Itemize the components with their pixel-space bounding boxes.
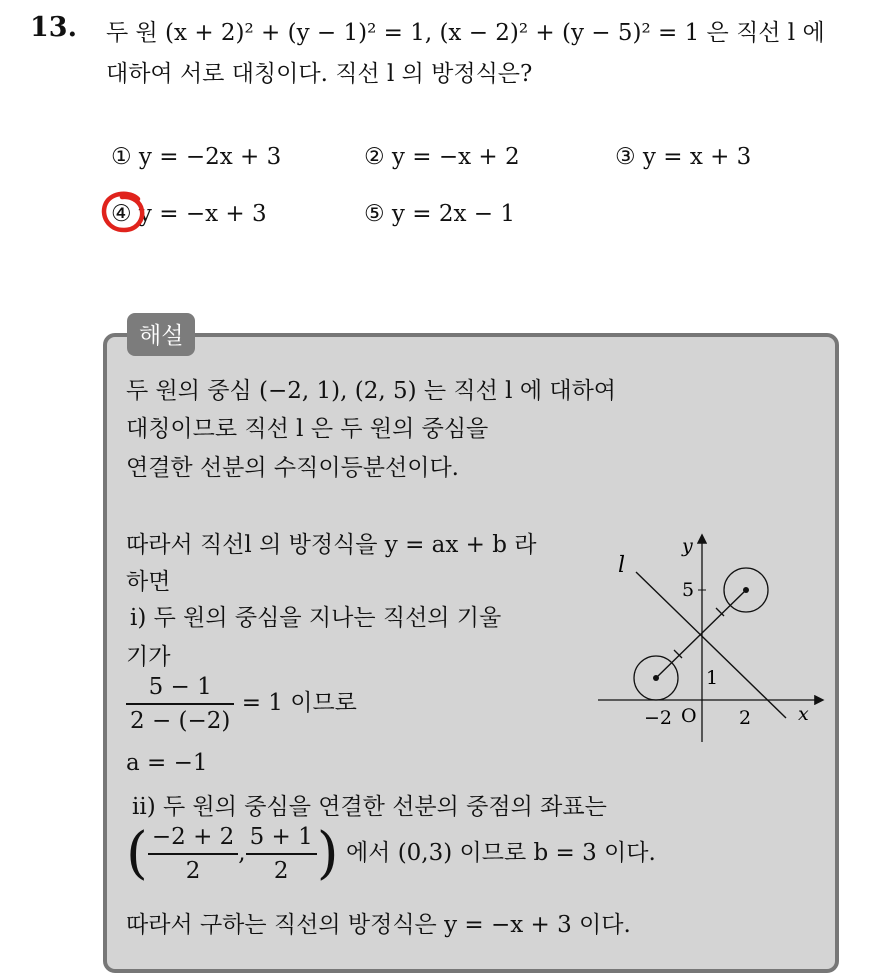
line-l-label: l <box>618 553 626 578</box>
question-line-2: 대하여 서로 대칭이다. 직선 l 의 방정식은? <box>106 61 533 87</box>
line-l <box>636 572 786 718</box>
midpoint-y-numerator: 5 + 1 <box>246 824 317 855</box>
midpoint-y-denominator: 2 <box>273 858 289 884</box>
midpoint-fraction-y <box>246 824 317 884</box>
midpoint-equation: ( $\frac{-2 + 2}{2}$ , $\frac{5 + 1}{2}$ ) 에서 (0,3) 이므로 b = 3 이다. <box>126 821 656 886</box>
midpoint-x-denominator: 2 <box>185 858 201 884</box>
right-paren: ) <box>316 821 339 886</box>
choice-4[interactable]: ④ y = −x + 3 <box>111 201 267 227</box>
slope-numerator: 5 − 1 <box>126 674 234 705</box>
solution-line-5: 하면 <box>126 569 171 595</box>
answer-circle-mark <box>100 190 150 236</box>
slope-conclusion: 이므로 <box>290 690 357 716</box>
solution-line-6: ⅰ) 두 원의 중심을 지나는 직선의 기울 <box>130 605 502 631</box>
slope-rhs: = 1 <box>241 690 283 716</box>
solution-tag: 해설 <box>127 313 195 356</box>
center-segment <box>656 590 746 678</box>
slope-denominator: 2 − (−2) <box>130 708 231 734</box>
slope-equation <box>126 674 357 734</box>
x-tick-2-label: 2 <box>739 707 752 729</box>
coordinate-graph <box>596 526 832 746</box>
solution-line-midpoint: ⅱ) 두 원의 중심을 연결한 선분의 중점의 좌표는 <box>132 794 607 820</box>
solution-line-3: 연결한 선분의 수직이등분선이다. <box>126 455 459 481</box>
choice-3[interactable]: ③ y = x + 3 <box>615 144 752 170</box>
left-paren: ( <box>126 821 148 886</box>
x-tick-neg2-label: −2 <box>644 707 673 729</box>
question-line-1: 두 원 (x + 2)² + (y − 1)² = 1, (x − 2)² + (y − 5)² = 1 은 직선 l 에 <box>106 20 825 46</box>
solution-line-2: 대칭이므로 직선 l 은 두 원의 중심을 <box>126 416 489 442</box>
center-2 <box>743 587 749 593</box>
question-number: 13. <box>30 12 77 43</box>
choice-2[interactable]: ② y = −x + 2 <box>364 144 520 170</box>
midpoint-fraction-x <box>148 824 238 884</box>
origin-label: O <box>681 705 697 727</box>
solution-final-line: 따라서 구하는 직선의 방정식은 y = −x + 3 이다. <box>126 912 631 938</box>
solution-line-1: 두 원의 중심 (−2, 1), (2, 5) 는 직선 l 에 대하여 <box>126 378 617 404</box>
y-tick-1-label: 1 <box>706 667 719 689</box>
slope-fraction <box>126 674 234 734</box>
solution-line-7: 기가 <box>126 644 171 670</box>
solution-line-4: 따라서 직선l 의 방정식을 y = ax + b 라 <box>126 532 537 558</box>
choice-1[interactable]: ① y = −2x + 3 <box>111 144 282 170</box>
solution-line-a: a = −1 <box>126 750 208 776</box>
midpoint-conclusion: 에서 (0,3) 이므로 b = 3 이다. <box>345 840 656 866</box>
x-axis-label: x <box>798 703 809 725</box>
y-axis-label: y <box>682 535 693 557</box>
midpoint-x-numerator: −2 + 2 <box>148 824 238 855</box>
choice-5[interactable]: ⑤ y = 2x − 1 <box>364 201 515 227</box>
y-tick-5-label: 5 <box>682 579 695 601</box>
center-1 <box>653 675 659 681</box>
